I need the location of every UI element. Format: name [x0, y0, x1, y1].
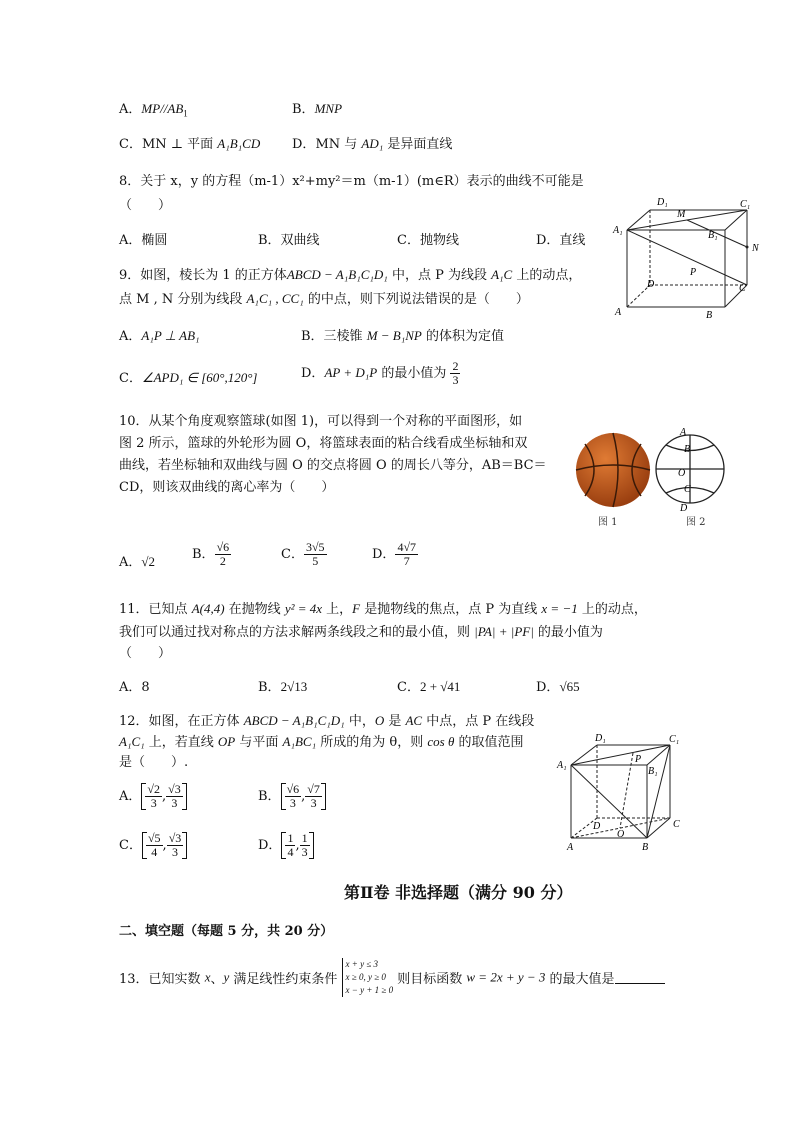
- q11-line2: 我们可以通过找对称点的方法求解两条线段之和的最小值，则 |PA| + |PF| 的最小值为: [119, 624, 603, 640]
- label-a: A: [567, 842, 574, 853]
- label-d1: D₁: [595, 733, 606, 744]
- q12-line2: A₁C₁ 上，若直线 OP 与平面 A₁BC₁ 所成的角为 θ，则 cos θ 的取值范围: [119, 734, 524, 750]
- q10-option-c: C． $\frac{3√5}{5}$: [281, 540, 325, 568]
- q10-line4: CD，则该双曲线的离心率为（ ）: [119, 480, 335, 495]
- q8-option-a: A．椭圆: [119, 233, 168, 248]
- q12-line3: 是（ ）.: [119, 755, 189, 770]
- q12-option-d: D． $\frac{1}{4}$ , $\frac{1}{3}$: [258, 832, 314, 859]
- q13-stem: 13．已知实数 x、y 满足线性约束条件 x + y ≤ 3 x ≥ 0, y ≥ 0 x − y + 1 ≥ 0 则目标函数 w = 2x + y − 3 的最大值是: [119, 958, 665, 997]
- label-c1: C₁: [669, 734, 680, 745]
- q8-option-c: C．抛物线: [397, 233, 459, 248]
- label-d: D: [593, 821, 601, 832]
- label-p: P: [690, 267, 697, 278]
- q11-option-a: A．8: [119, 680, 150, 695]
- q10-option-b: B． $\frac{√6}{2}$: [192, 540, 230, 568]
- q8-option-b: B．双曲线: [258, 233, 320, 248]
- label-o: O: [617, 829, 625, 840]
- q9-option-d: D．AP + D₁P 的最小值为 $\frac{2}{3}$: [301, 359, 459, 387]
- part-2-heading: 二、填空题（每题 5 分，共 20 分）: [119, 924, 334, 939]
- label-c: C: [739, 283, 746, 294]
- q10-line2: 图 2 所示，篮球的外轮形为圆 O，将篮球表面的粘合线看成坐标轴和双: [119, 436, 528, 451]
- label-c1: C₁: [740, 199, 751, 210]
- label-p: P: [635, 754, 642, 765]
- q11-option-b: B．2√13: [258, 679, 308, 695]
- label-a: A: [680, 427, 687, 438]
- q12-option-c: C． $\frac{√5}{4}$ , $\frac{√3}{3}$: [119, 832, 187, 859]
- fig2-caption: 图 2: [686, 517, 706, 528]
- q8-paren: （ ）: [119, 198, 172, 213]
- label-b: B: [684, 444, 691, 455]
- q10-option-d: D． $\frac{4√7}{7}$: [372, 540, 417, 568]
- q12-option-b: B． $\frac{√6}{3}$ , $\frac{√7}{3}$: [258, 783, 326, 810]
- q9-option-a: A．A₁P ⊥ AB₁: [119, 328, 200, 344]
- label-m: M: [677, 209, 686, 220]
- label-o: O: [678, 468, 686, 479]
- q7-option-d: D．MN 与 AD₁ 是异面直线: [292, 136, 453, 152]
- label-d: D: [647, 279, 655, 290]
- q7-option-b: B．MNP: [292, 101, 343, 117]
- label-b: B: [706, 310, 713, 321]
- circle-hyperbola-figure: [652, 426, 728, 512]
- q12-option-a: A． $\frac{√2}{3}$ , $\frac{√3}{3}$: [119, 783, 187, 810]
- label-a: A: [615, 307, 622, 318]
- label-d1: D₁: [657, 197, 668, 208]
- q10-option-a: A．√2: [119, 554, 156, 570]
- q9-stem-line2: 点 M , N 分别为线段 A₁C₁ , CC₁ 的中点，则下列说法错误的是（ ）: [119, 291, 529, 307]
- q11-paren: （ ）: [119, 646, 172, 661]
- label-a1: A₁: [557, 760, 567, 771]
- q7-option-c: C．MN ⊥ 平面 A₁B₁CD: [119, 136, 261, 152]
- label-b: B: [642, 842, 649, 853]
- label-c: C: [684, 484, 691, 495]
- constraint-system: x + y ≤ 3 x ≥ 0, y ≥ 0 x − y + 1 ≥ 0: [342, 958, 394, 997]
- q7-option-a: A．$MP//AB_1$: [119, 101, 188, 119]
- q8-option-d: D．直线: [536, 233, 586, 248]
- label-b1: B₁: [708, 230, 718, 241]
- fig1-caption: 图 1: [598, 517, 618, 528]
- q11-line1: 11．已知点 A(4,4) 在抛物线 y² = 4x 上，F 是抛物线的焦点，点 P 为直线 x = −1 上的动点，: [119, 601, 647, 617]
- section-2-title: 第Ⅱ卷 非选择题（满分 90 分）: [344, 883, 573, 902]
- q10-line1: 10．从某个角度观察篮球(如图 1)，可以得到一个对称的平面图形，如: [119, 414, 523, 429]
- q9-cube-figure: [605, 195, 765, 325]
- q8-stem: 8．关于 x，y 的方程（m-1）x²+my²＝m（m-1）(m∈R）表示的曲线不可能是: [119, 174, 584, 189]
- q11-option-c: C．2 + √41: [397, 679, 461, 695]
- q9-option-c: C．∠APD₁ ∈ [60°,120°]: [119, 370, 258, 386]
- label-c: C: [673, 819, 680, 830]
- basketball-figure: [573, 430, 653, 510]
- q12-cube-figure: [555, 730, 690, 855]
- q10-line3: 曲线，若坐标轴和双曲线与圆 O 的交点将圆 O 的周长八等分，AB＝BC＝: [119, 458, 547, 473]
- q11-option-d: D．√65: [536, 679, 580, 695]
- label-n: N: [752, 243, 759, 254]
- answer-blank[interactable]: [615, 971, 665, 984]
- label-b1: B₁: [648, 766, 658, 777]
- q9-option-b: B．三棱锥 M − B₁NP 的体积为定值: [301, 328, 505, 344]
- label-a1: A₁: [613, 225, 623, 236]
- q9-stem-line1: 9．如图，棱长为 1 的正方体ABCD − A₁B₁C₁D₁ 中，点 P 为线段 A₁C 上的动点，: [119, 267, 582, 283]
- q12-line1: 12．如图，在正方体 ABCD − A₁B₁C₁D₁ 中，O 是 AC 中点，点 P 在线段: [119, 713, 535, 729]
- label-d: D: [680, 503, 688, 512]
